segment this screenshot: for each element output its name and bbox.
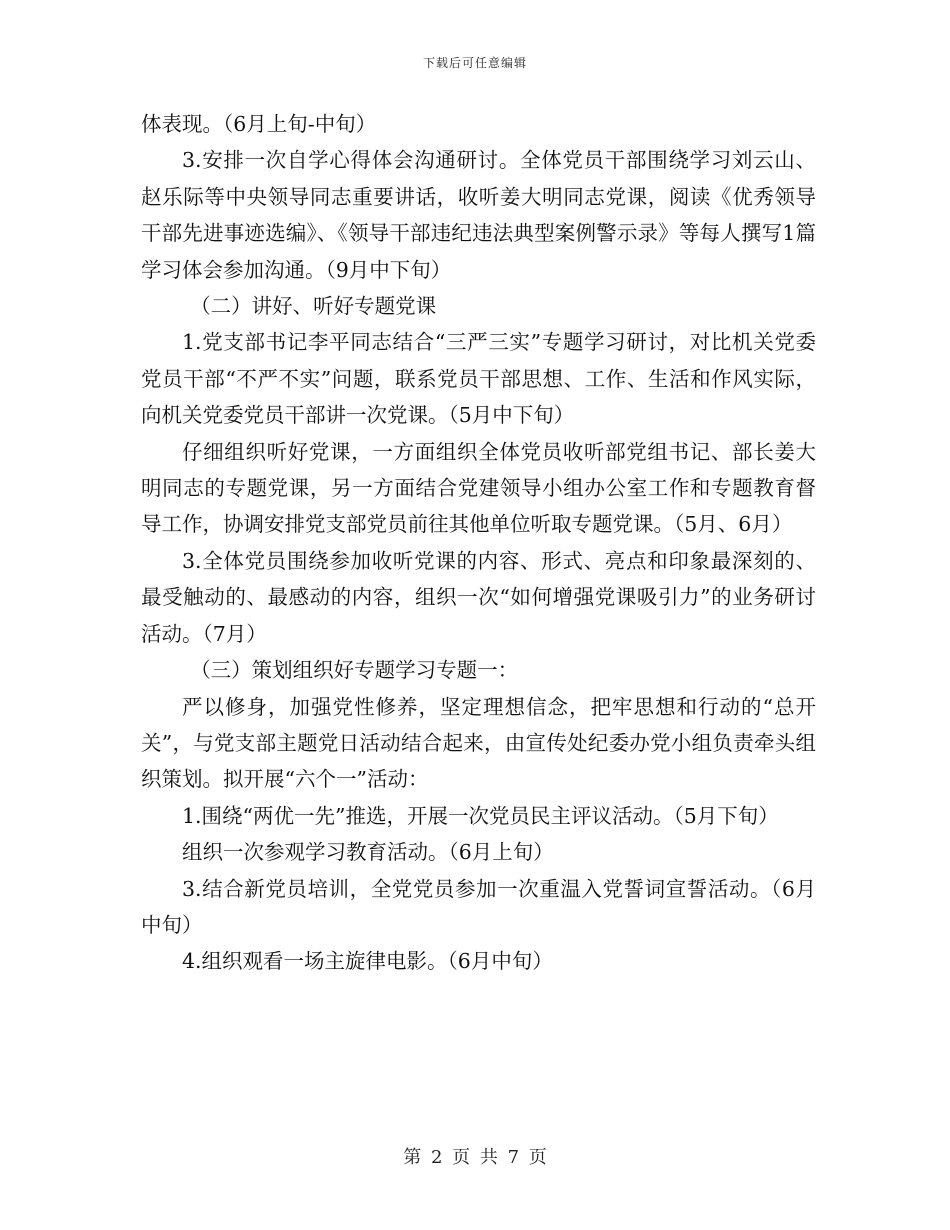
paragraph-8: 严以修身，加强党性修养，坚定理想信念，把牢思想和行动的“总开关”，与党支部主题党日活动结合起来，由宣传处纪委办党小组负责牵头组织策划。拟开展“六个一”活动： [141, 694, 816, 792]
paragraph-11: 3.结合新党员培训，全党党员参加一次重温入党誓词宣誓活动。（6月中旬） [141, 876, 816, 937]
section-heading-2: （二）讲好、听好专题党课 [190, 294, 437, 319]
paragraph-2: 3.安排一次自学心得体会沟通研讨。全体党员干部围绕学习刘云山、赵乐际等中央领导同志重要讲话，收听姜大明同志党课，阅读《优秀领导干部先进事迹选编》、《领导干部违纪违法典型案例警示录》等每人撰写1篇学习体会参加沟通。（9月中下旬） [141, 148, 816, 282]
paragraph-4: 1.党支部书记李平同志结合“三严三实”专题学习研讨，对比机关党委党员干部“不严不实”问题，联系党员干部思想、工作、生活和作风实际，向机关党委党员干部讲一次党课。（5月中下旬） [141, 330, 816, 428]
paragraph-10: 组织一次参观学习教育活动。（6月上旬） [182, 840, 554, 865]
paragraph-9: 1.围绕“两优一先”推选，开展一次党员民主评议活动。（5月下旬） [182, 803, 779, 828]
page-number: 第 2 页 共 7 页 [403, 1147, 547, 1168]
paragraph-5: 仔细组织听好党课，一方面组织全体党员收听部党组书记、部长姜大明同志的专题党课，另一方面结合党建领导小组办公室工作和专题教育督导工作，协调安排党支部党员前往其他单位听取专题党课。（5月、6月） [141, 439, 816, 537]
section-heading-3: （三）策划组织好专题学习专题一： [190, 658, 519, 683]
paragraph-6: 3.全体党员围绕参加收听党课的内容、形式、亮点和印象最深刻的、最受触动的、最感动的内容，组织一次“如何增强党课吸引力”的业务研讨活动。（7月） [141, 548, 816, 646]
document-body [141, 106, 816, 980]
paragraph-12: 4.组织观看一场主旋律电影。（6月中旬） [182, 949, 553, 974]
page-header: 下载后可任意编辑 [422, 56, 527, 70]
paragraph-1: 体表现。（6月上旬-中旬） [141, 112, 377, 136]
